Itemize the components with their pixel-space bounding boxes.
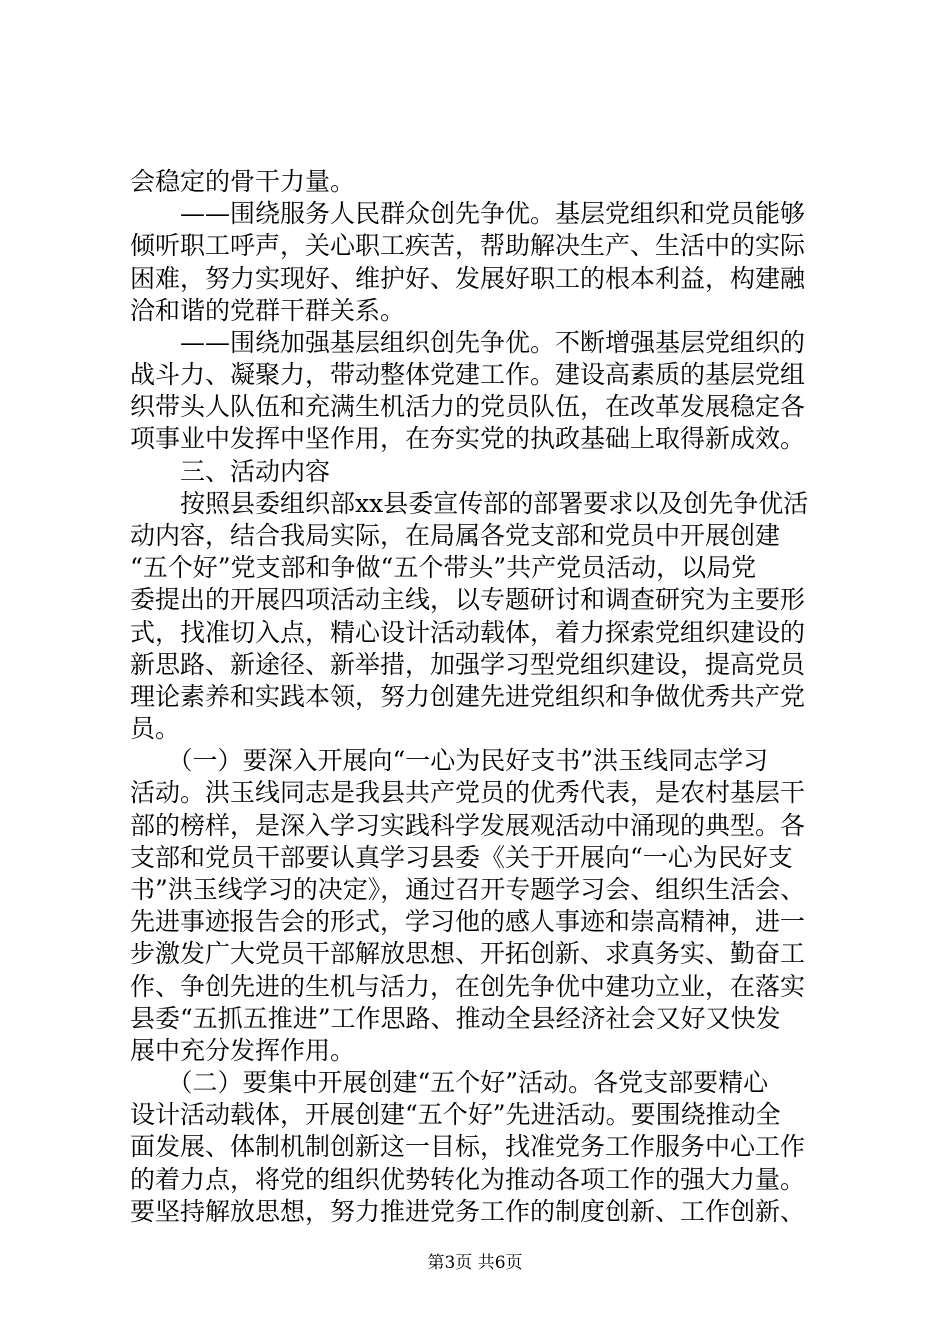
text-line: 设计活动载体，开展创建“五个好”先进活动。要围绕推动全: [130, 1100, 781, 1130]
text-line: 作、争创先进的生机与活力，在创先争优中建功立业，在落实: [130, 971, 806, 1001]
text-line: 织带头人队伍和充满生机活力的党员队伍，在改革发展稳定各: [130, 392, 806, 422]
text-line: ——围绕服务人民群众创先争优。基层党组织和党员能够: [130, 199, 806, 229]
text-line: （二）要集中开展创建“五个好”活动。各党支部要精心: [130, 1068, 769, 1098]
text-line: 动内容，结合我局实际，在局属各党支部和党员中开展创建: [130, 521, 781, 550]
text-line: 委提出的开展四项活动主线，以专题研讨和调查研究为主要形: [130, 585, 806, 615]
text-line: 活动。洪玉线同志是我县共产党员的优秀代表，是农村基层干: [130, 778, 806, 808]
text-line: 要坚持解放思想，努力推进党务工作的制度创新、工作创新、: [130, 1196, 806, 1226]
text-line: 部的榜样，是深入学习实践科学发展观活动中涌现的典型。各: [130, 810, 806, 840]
text-line: 项事业中发挥中坚作用，在夯实党的执政基础上取得新成效。: [130, 424, 806, 454]
text-line: （一）要深入开展向“一心为民好支书”洪玉线同志学习: [130, 746, 769, 776]
text-line: 书”洪玉线学习的决定》，通过召开专题学习会、组织生活会、: [130, 875, 806, 904]
text-line: “五个好”党支部和争做“五个带头”共产党员活动，以局党: [130, 553, 757, 583]
text-line: 先进事迹报告会的形式，学习他的感人事迹和崇高精神，进一: [130, 907, 806, 937]
text-line: 式，找准切入点，精心设计活动载体，着力探索党组织建设的: [130, 617, 806, 647]
text-line: 支部和党员干部要认真学习县委《关于开展向“一心为民好支: [130, 842, 793, 872]
text-line: 县委“五抓五推进”工作思路、推动全县经济社会又好又快发: [130, 1003, 781, 1033]
text-line: 困难，努力实现好、维护好、发展好职工的根本利益，构建融: [130, 263, 806, 293]
text-line: 面发展、体制机制创新这一目标，找准党务工作服务中心工作: [130, 1132, 806, 1162]
text-line: 洽和谐的党群干群关系。: [130, 295, 406, 325]
text-line: 按照县委组织部xx县委宣传部的部署要求以及创先争优活: [130, 488, 809, 518]
text-line: 员。: [130, 714, 181, 744]
text-line: 的着力点，将党的组织优势转化为推动各项工作的强大力量。: [130, 1164, 806, 1194]
text-line: 新思路、新途径、新举措，加强学习型党组织建设，提高党员: [130, 649, 806, 679]
section-heading: 三、活动内容: [130, 456, 331, 486]
text-line: 会稳定的骨干力量。: [130, 167, 356, 196]
text-line: 步激发广大党员干部解放思想、开拓创新、求真务实、勤奋工: [130, 939, 806, 969]
text-line: ——围绕加强基层组织创先争优。不断增强基层党组织的: [130, 327, 806, 357]
text-line: 展中充分发挥作用。: [130, 1035, 356, 1065]
text-line: 倾听职工呼声，关心职工疾苦，帮助解决生产、生活中的实际: [130, 231, 806, 261]
text-line: 理论素养和实践本领，努力创建先进党组织和争做优秀共产党: [130, 681, 806, 711]
text-line: 战斗力、凝聚力，带动整体党建工作。建设高素质的基层党组: [130, 360, 806, 390]
page-footer: 第3页 共6页: [427, 1253, 523, 1273]
